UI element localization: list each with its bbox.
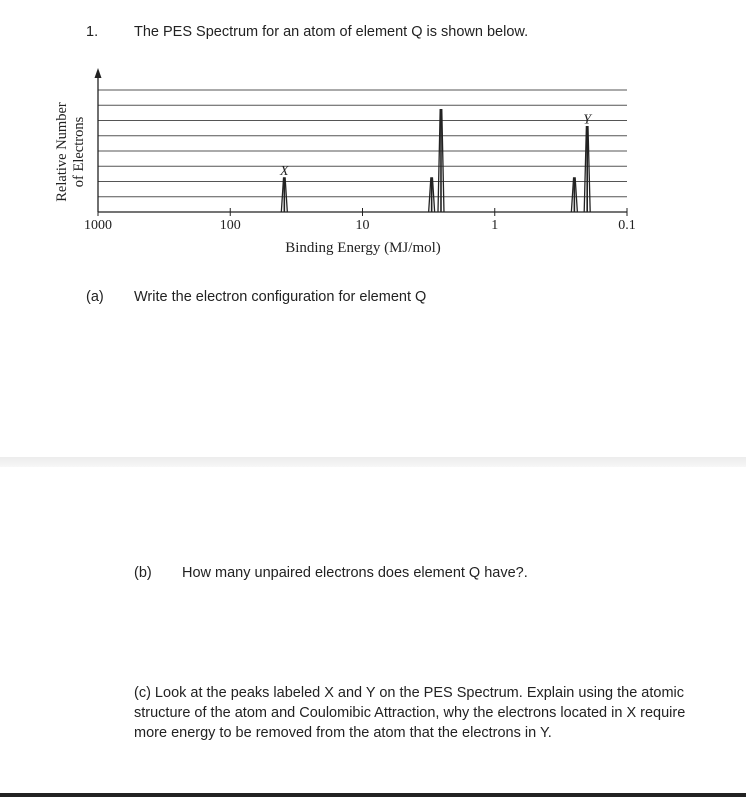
x-tick-label: 1000 xyxy=(84,218,112,233)
y-axis-arrow xyxy=(95,68,102,78)
page-divider xyxy=(0,457,746,467)
x-tick-label: 100 xyxy=(219,218,241,233)
part-b-question: How many unpaired electrons does element Q have?. xyxy=(182,565,528,581)
y-axis-label-line: of Electrons xyxy=(71,116,87,188)
gridlines xyxy=(98,90,627,197)
question-intro: The PES Spectrum for an atom of element Q is shown below. xyxy=(134,24,529,40)
peak-label: X xyxy=(280,163,289,179)
pes-spectrum-chart xyxy=(40,62,640,262)
y-axis-label-line: Relative Number xyxy=(54,102,70,202)
peak-label: Y xyxy=(583,112,592,128)
question-number: 1. xyxy=(86,24,99,40)
part-a-question: Write the electron configuration for element Q xyxy=(134,289,427,305)
bottom-border xyxy=(0,793,746,797)
part-c-question: (c) Look at the peaks labeled X and Y on the PES Spectrum. Explain using the atomic structure of the atom and Coulomibic Attraction, why the electrons located in X require more energy to be removed from the atom that the electrons in Y. xyxy=(134,685,686,741)
part-b-label: (b) xyxy=(134,565,152,581)
x-tick-label: 1 xyxy=(491,218,499,233)
x-tick-label: 10 xyxy=(355,218,370,233)
x-axis-label: Binding Energy (MJ/mol) xyxy=(285,240,441,256)
part-a-label: (a) xyxy=(86,289,104,305)
y-axis-label xyxy=(54,102,87,202)
x-tick-label: 0.1 xyxy=(618,218,636,233)
